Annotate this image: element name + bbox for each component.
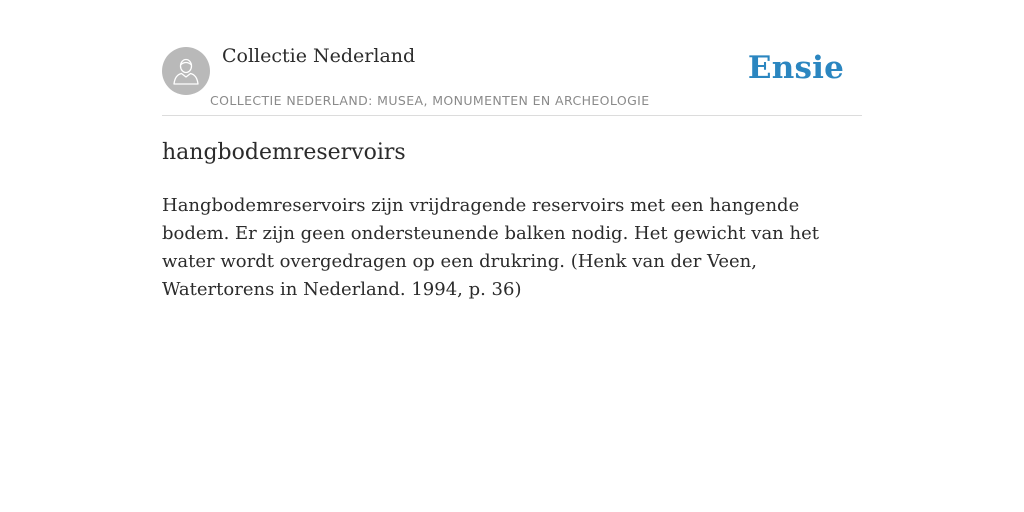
ensie-logo[interactable]: Ensie: [747, 50, 844, 86]
avatar[interactable]: [162, 47, 210, 95]
user-avatar-icon: [171, 56, 201, 86]
author-header: [162, 40, 862, 116]
author-subtitle: COLLECTIE NEDERLAND: MUSEA, MONUMENTEN EN ARCHEOLOGIE: [210, 93, 650, 108]
page-title: hangbodemreservoirs: [162, 140, 406, 165]
author-name-link[interactable]: Collectie Nederland: [222, 45, 416, 67]
definition-text: Hangbodemreservoirs zijn vrijdragende reservoirs met een hangende bodem. Er zijn geen ondersteunende balken nodig. Het gewicht van het water wordt overgedragen op een drukring. (Henk van der Veen, Watertorens in Nederland. 1994, p. 36): [162, 195, 819, 300]
